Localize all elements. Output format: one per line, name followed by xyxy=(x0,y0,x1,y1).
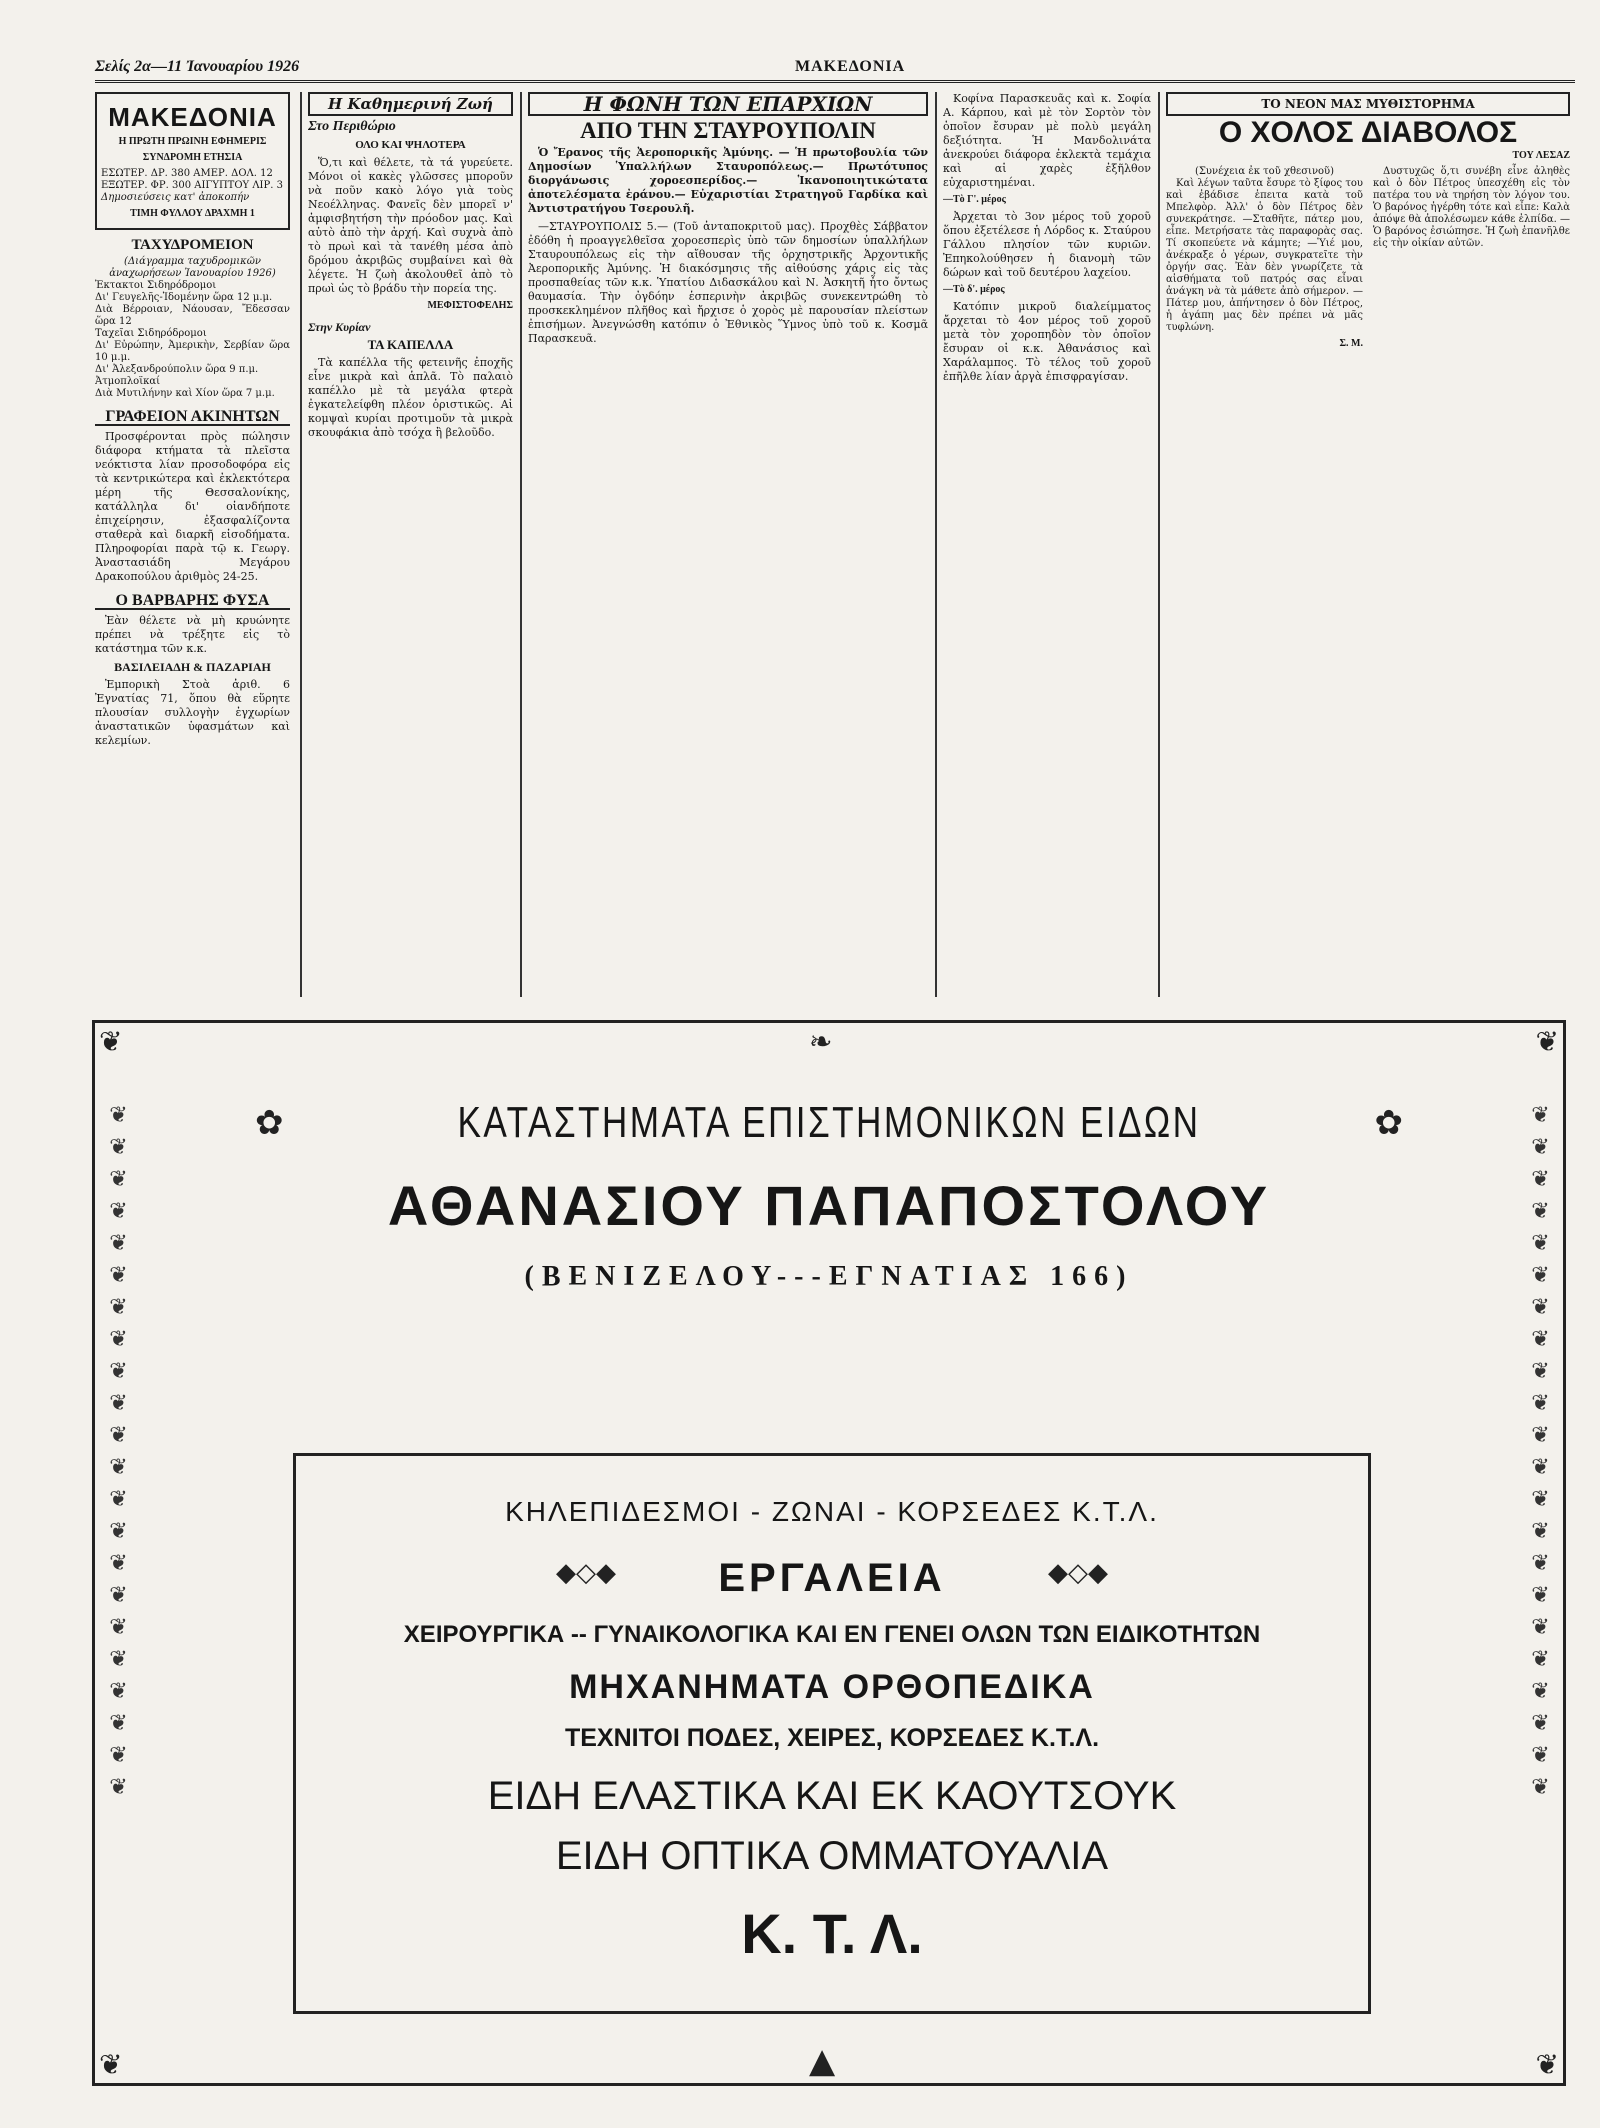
article-subtitle: ΤΑ ΚΑΠΕΛΛΑ xyxy=(367,337,454,352)
top-ornament-icon: ❧ xyxy=(809,1025,833,1058)
ad-line-4: ΚΗΛΕΠΙΔΕΣΜΟΙ - ΖΩΝΑΙ - ΚΟΡΣΕΔΕΣ Κ.Τ.Λ. xyxy=(505,1496,1159,1527)
masthead-box xyxy=(95,92,290,230)
column-rule xyxy=(520,92,522,997)
subscription-title: ΣΥΝΔΡΟΜΗ ΕΤΗΣΙΑ xyxy=(142,152,243,163)
article-title: ΑΠΟ ΤΗΝ ΣΤΑΥΡΟΥΠΟΛΙΝ xyxy=(580,118,876,143)
issue-date: Σελίς 2α—11 Ἰανουαρίου 1926 xyxy=(95,58,300,75)
ad2-title: Ο ΒΑΡΒΑΡΗΣ ΦΥΣΑ xyxy=(95,594,290,610)
ad2-more: Ἐμπορικὴ Στοὰ ἀριθ. 6 Ἐγνατίας 71, ὅπου θὰ εὕρητε πλουσίαν συλλογὴν ἐγχωρίων ἀναστατικῶν ὑφασμάτων καὶ κελεμίων. xyxy=(95,678,290,747)
subscription-line: ΕΣΩΤΕΡ. ΔΡ. 380 ΑΜΕΡ. ΔΟΛ. 12 xyxy=(101,168,273,179)
ad-line-1: ΚΑΤΑΣΤΗΜΑΤΑ ΕΠΙΣΤΗΜΟΝΙΚΩΝ ΕΙΔΩΝ xyxy=(457,1098,1201,1147)
novel-author: ΤΟΥ ΛΕΣΑΖ xyxy=(1512,150,1570,161)
laurel-icon: ✿ xyxy=(255,1103,284,1143)
section-title: Στην Κυρίαν xyxy=(308,320,371,334)
section-banner: Η ΦΩΝΗ ΤΩΝ ΕΠΑΡΧΙΩΝ xyxy=(528,92,928,116)
ad1-title: ΓΡΑΦΕΙΟΝ ΑΚΙΝΗΤΩΝ xyxy=(95,410,290,426)
post-line: Διὰ Μυτιλήνην καὶ Χίον ὥρα 7 μ.μ. xyxy=(95,388,275,399)
subscription-line: Δημοσιεύσεις κατ' ἀποκοπήν xyxy=(101,192,250,203)
ad-line-10: ΕΙΔΗ ΟΠΤΙΚΑ ΟΜΜΑΤΟΥΑΛΙΑ xyxy=(555,1834,1109,1878)
ad-line-2: ΑΘΑΝΑΣΙΟΥ ΠΑΠΑΠΟΣΤΟΛΟΥ xyxy=(387,1174,1271,1237)
masthead-tagline: Η ΠΡΩΤΗ ΠΡΩΙΝΗ ΕΦΗΜΕΡΙΣ xyxy=(118,136,267,147)
ad-line-9: ΕΙΔΗ ΕΛΑΣΤΙΚΑ ΚΑΙ ΕΚ ΚΑΟΥΤΣΟΥΚ xyxy=(487,1774,1177,1818)
post-line: Διὰ Βέρροιαν, Νάουσαν, Ἔδεσσαν ὥρα 12 xyxy=(95,304,290,327)
article-body: Τὰ καπέλλα τῆς φετεινῆς ἐποχῆς εἶνε μικρὰ καὶ ἁπλᾶ. Τὸ παλαιὸ καπέλλο μὲ τὰ μεγάλα φτερὰ ἐγκατελείφθη πλέον ὁριστικῶς. Αἱ κομψαὶ κυρίαι προτιμοῦν τὰ μικρὰ σκουφάκια ἀπὸ τσόχα ἢ βελοῦδο. xyxy=(308,356,513,439)
post-subtitle: (Διάγραμμα ταχυδρομικῶν ἀναχωρήσεων Ἰανουαρίου 1926) xyxy=(109,256,276,279)
article-subtitle: ΟΛΟ ΚΑΙ ΨΗΛΟΤΕΡΑ xyxy=(355,139,466,151)
subscription-line: ΤΙΜΗ ΦΥΛΛΟΥ ΔΡΑΧΜΗ 1 xyxy=(130,208,255,219)
ad2-text: Ἐὰν θέλετε νὰ μὴ κρυώνητε πρέπει νὰ τρέξητε εἰς τὸ κατάστημα τῶν κ.κ. xyxy=(95,614,290,655)
triangle-ornament-icon: ▲ xyxy=(809,2041,836,2081)
article-body: Κατόπιν μικροῦ διαλείμματος ἄρχεται τὸ 4ον μέρος τοῦ χοροῦ μετὰ τὸν χοροπηδὸν τὸν ὁποῖον ἔσυραν οἱ κ.κ. Ἀθανάσιος καὶ Χαράλαμπος. Τὸ τέλος τοῦ χοροῦ ἐπῆλθε λίαν ἀργὰ ἐπισφραγίσαν. xyxy=(943,300,1151,383)
novel-column-b xyxy=(1373,166,1570,354)
ad-line-5: ΕΡΓΑΛΕΙΑ xyxy=(718,1556,946,1600)
corner-ornament-icon: ❦ xyxy=(99,2048,123,2081)
ad-line-3: (ΒΕΝΙΖΕΛΟΥ---ΕΓΝΑΤΙΑΣ 166) xyxy=(524,1261,1134,1292)
novel-column-a xyxy=(1166,166,1363,354)
page-header xyxy=(95,58,1575,83)
novel-continuation: (Συνέχεια ἐκ τοῦ χθεσινοῦ) xyxy=(1194,166,1335,177)
ad2-firm: ΒΑΣΙΛΕΙΑΔΗ & ΠΑΖΑΡΙΑΗ xyxy=(114,660,271,674)
ad-line-7: ΜΗΧΑΝΗΜΑΤΑ ΟΡΘΟΠΕΔΙΚΑ xyxy=(569,1668,1095,1706)
post-title: ΤΑΧΥΔΡΟΜΕΙΟΝ xyxy=(131,237,254,253)
column-rule xyxy=(1158,92,1160,997)
article-title: Στο Περιθώριο xyxy=(308,119,396,134)
post-line: Δι' Ἀλεξανδρούπολιν ὥρα 9 π.μ. xyxy=(95,364,259,375)
column-1 xyxy=(95,92,290,997)
novel-signature: Σ. Μ. xyxy=(1339,338,1363,349)
article-body: Ἀρχεται τὸ 3ον μέρος τοῦ χοροῦ ὅπου ἐξετέλεσε ἡ Λόρδος κ. Σταύρου Γάλλου πλησίον τῶν κυριῶν. Ἐπηκολούθησεν ἡ διανομὴ τῶν δώρων καὶ τοῦ δευτέρου λαχείου. xyxy=(943,210,1151,279)
column-4 xyxy=(943,92,1151,997)
ad-inner-box xyxy=(293,1453,1371,2014)
column-rule xyxy=(300,92,302,997)
article-body: Ὅ,τι καὶ θέλετε, τὰ τά γυρεύετε. Μόνοι οἱ κακὲς γλῶσσες μποροῦν νὰ ποῦν κακὸ λόγο γιὰ τοὺς Νεοέλληνας. Φανεῖς δὲν μπορεῖ ν' ἀμφισβητήση τὴν πρόοδον μας. Καὶ αὐτὸ ἀπὸ τὴν ἀρχή. Καὶ συχνὰ ἀπὸ τὸ πρωὶ καὶ τὰ τανέθη μέσα ἀπὸ δρόμου ἀκριβῶς συμβαίνει καὶ θὰ λέγετε. Ἡ ζωὴ ἀκολουθεῖ ἀπὸ τὸ πρωὶ ὡς τὸ βράδυ τὴν πορεία της. xyxy=(308,156,513,295)
column-5 xyxy=(1166,92,1570,997)
novel-body: Καὶ λέγων ταῦτα ἔσυρε τὸ ξίφος του καὶ ἐβάδισε ἐπειτα κατὰ τοῦ Μπελφὸρ. Ἀλλ' ὁ δὸν Πέτρος δὲν συνεκράτησε. —Σταθῆτε, πάτερ μου, εἶπε. Μετρήσατε τὰς παραφορὰς σας. Τί σκοπεύετε νὰ κάμητε; —Ὑιέ μου, ἀνέκραξε ὁ γέρων, συγκρατεῖτε τὴν ὀργήν σας. Ἐὰν δὲν γνωρίζετε τὰ αἰσθήματα τοῦ πατρός σας εἶναι ἀνάγκη νὰ τὰ μάθετε ἀπὸ σήμερον. —Πάτερ μου, ἀπήντησεν ὁ δὸν Πέτρος, ἡ ἀγάπη μας δὲν πρέπει νὰ μᾶς τυφλώνη. xyxy=(1166,178,1363,333)
masthead-title: ΜΑΚΕΔΟΝΙΑ xyxy=(108,102,277,132)
post-line: Ἐκτακτοι Σιδηρόδρομοι xyxy=(95,280,217,291)
subscription-line: ΕΞΩΤΕΡ. ΦΡ. 300 ΑΙΓΥΠΤΟΥ ΛΙΡ. 3 xyxy=(101,180,283,191)
column-rule xyxy=(935,92,937,997)
article-subhead: —Τὸ Γ'. μέρος xyxy=(943,194,1006,205)
advertisement xyxy=(92,1020,1566,2086)
decor-left-icon: ◆◇◆ xyxy=(556,1558,616,1588)
decor-right-icon: ◆◇◆ xyxy=(1048,1558,1108,1588)
post-line: Δι' Γευγελῆς-Ἰδομένην ὥρα 12 μ.μ. xyxy=(95,292,273,303)
paper-name: ΜΑΚΕΔΟΝΙΑ xyxy=(795,58,906,75)
vine-border-icon: ❦ ❦ ❦ ❦ ❦ ❦ ❦ ❦ ❦ ❦ ❦ ❦ ❦ ❦ ❦ ❦ ❦ ❦ ❦ ❦ ❦ ❦ xyxy=(106,1103,131,1800)
ad-line-6: ΧΕΙΡΟΥΡΓΙΚΑ -- ΓΥΝΑΙΚΟΛΟΓΙΚΑ ΚΑΙ ΕΝ ΓΕΝΕΙ ΟΛΩΝ ΤΩΝ ΕΙΔΙΚΟΤΗΤΩΝ xyxy=(403,1621,1261,1648)
ad-line-11: Κ. Τ. Λ. xyxy=(741,1902,923,1965)
article-lead: Ὁ Ἔρανος τῆς Ἀεροπορικῆς Ἀμύνης. — Ἡ πρωτοβουλία τῶν Δημοσίων Ὑπαλλήλων Σταυροπόλεως.— Πρωτότυπος διοργάνωσις χοροεσπερίδος.— Ἱκανοποιητικώτατα ἀποτελέσματα ἐράνου.— Εὐχαριστίαι Στρατηγοῦ Γαρδίκα καὶ Ἀντιστρατήγου Τσερουλῆ. xyxy=(528,146,928,215)
section-banner: Η Καθημερινή Ζωή xyxy=(308,92,513,116)
post-line: Δι' Εὐρώπην, Ἀμερικὴν, Σερβίαν ὥρα 10 μ.μ. xyxy=(95,340,290,363)
corner-ornament-icon: ❦ xyxy=(99,1025,123,1058)
corner-ornament-icon: ❦ xyxy=(1535,1025,1559,1058)
laurel-icon: ✿ xyxy=(1374,1103,1403,1143)
post-line: Ταχεῖαι Σιδηρόδρομοι xyxy=(95,328,207,339)
ad1-text: Προσφέρονται πρὸς πώλησιν διάφορα κτήματα τὰ πλεῖστα νεόκτιστα λίαν προσοδοφόρα εἰς τὰ κεντρικώτερα καὶ ἐκλεκτότερα μέρη τῆς Θεσσαλονίκης, κατάλληλα δι' οἱανδήποτε ἐπιχείρησιν, ἐξασφαλίζοντα σταθερὰ καὶ διαρκῆ εἰσοδήματα. Πληροφορίαι παρὰ τῷ κ. Γεωργ. Ἀναστασιάδη Μεγάρου Δρακοπούλου ἀριθμὸς 24-25. xyxy=(95,430,290,583)
vine-border-icon: ❦ ❦ ❦ ❦ ❦ ❦ ❦ ❦ ❦ ❦ ❦ ❦ ❦ ❦ ❦ ❦ ❦ ❦ ❦ ❦ ❦ ❦ xyxy=(1528,1103,1553,1800)
article-body: —ΣΤΑΥΡΟΥΠΟΛΙΣ 5.— (Τοῦ ἀνταποκριτοῦ μας). Προχθὲς Σάββατον ἐδόθη ἡ προαγγελθεῖσα χοροεσπερὶς ὑπὸ τῶν δημοσίων ὑπαλλήλων Σταυρουπόλεως εἰς τὴν αἴθουσαν τῆς ὁρχηστρικῆς Ἀρχοντικῆς Ἀεροπορικῆς Ἀμύνης. Ἡ διακόσμησις τῆς αἰθούσης χάρις εἰς τὰς προσπαθείας τῶν κ.κ. Ὑπατίου Διδασκάλου καὶ Ν. Ἀσκητῆ ἦτο ὄντως θαυμασία. Τὴν ὀγδόην ἑσπερινὴν ἀκριβῶς συνεκεντρώθη τὸ προσκεκλημένον πλῆθος καὶ ἤρχισε ὁ χορὸς μὲ παρουσίαν πλείστων ἐπισήμων. Ἀνεγνώσθη κατόπιν ὁ Ἐθνικὸς Ὕμνος ὑπὸ τοῦ κ. Κοσμᾶ Παρασκευᾶ. xyxy=(528,220,928,345)
column-2 xyxy=(308,92,513,997)
novel-body: Δυστυχῶς ὅ,τι συνέβη εἶνε ἀληθὲς καὶ ὁ δὸν Πέτρος ὑπεσχέθη εἰς τὸν πατέρα του νὰ τηρήση τὸν λόγον του. Ὁ βαρόνος ἠγέρθη τότε καὶ εἶπε: Καλὰ ἀπόψε θὰ ἀπολέσωμεν κάθε ἐλπίδα. —Ὁ βαρόνος ἐσιώπησε. Ἡ ζωὴ ἐπανῆλθε εἰς τὴν οἰκίαν αὐτῶν. xyxy=(1373,166,1570,249)
column-3 xyxy=(528,92,928,997)
corner-ornament-icon: ❦ xyxy=(1535,2048,1559,2081)
article-signature: ΜΕΦΙΣΤΟΦΕΛΗΣ xyxy=(427,300,513,311)
section-banner: ΤΟ ΝΕΟΝ ΜΑΣ ΜΥΘΙΣΤΟΡΗΜΑ xyxy=(1166,92,1570,116)
article-subhead: —Τὸ δ'. μέρος xyxy=(943,284,1005,295)
post-line: Ἀτμοπλοϊκαί xyxy=(95,376,161,387)
novel-title: Ο ΧΟΛΟΣ ΔΙΑΒΟΛΟΣ xyxy=(1218,116,1518,149)
article-body: Κοφίνα Παρασκευᾶς καὶ κ. Σοφία Α. Κάρπου, καὶ μὲ τὸν Σορτὸν τὸν ὁποῖον ἔσυραν μὲ πολὺ μεγάλη δεξιότητα. Ἡ Μανδολινάτα ἀνεκρούει διάφορα ἐκλεκτὰ τεμάχια καὶ αἱ χαρὲς ἐξῆλθον εὐχαριστημέναι. xyxy=(943,92,1151,189)
ad-line-8: ΤΕΧΝΙΤΟΙ ΠΟΔΕΣ, ΧΕΙΡΕΣ, ΚΟΡΣΕΔΕΣ Κ.Τ.Λ. xyxy=(564,1724,1100,1752)
